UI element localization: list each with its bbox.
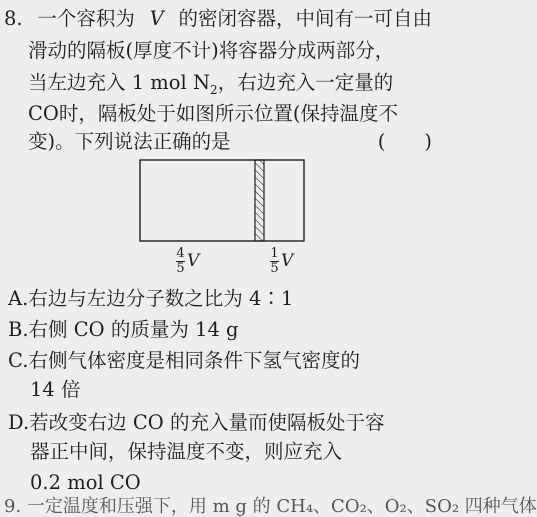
- next-question-cut-off: 9. 一定温度和压强下，用 m g 的 CH₄、CO₂、O₂、SO₂ 四种气体: [4, 496, 537, 517]
- question-stem-line-2: 滑动的隔板(厚度不计)将容器分成两部分，: [28, 39, 395, 62]
- right-volume-label: [270, 247, 293, 276]
- option-b-key: B.: [8, 318, 29, 341]
- sliding-partition: [255, 160, 264, 241]
- left-fraction-numerator: 4: [176, 246, 185, 261]
- n2-subscript: 2: [210, 82, 218, 97]
- left-volume-label: [176, 247, 199, 276]
- option-b: [8, 317, 239, 343]
- right-fraction-numerator: 1: [270, 246, 279, 261]
- left-fraction-denominator: 5: [176, 261, 185, 276]
- stem-text-5: 变)。下列说法正确的是: [28, 130, 231, 153]
- stem-text-3a: 当左边充入 1 mol N: [28, 71, 211, 94]
- option-d-continued: 器正中间，保持温度不变，则应充入: [30, 440, 343, 463]
- question-number: 8.: [4, 7, 23, 30]
- answer-blank: ( ): [377, 130, 432, 153]
- option-a-text: 右边与左边分子数之比为 4∶1: [28, 287, 294, 310]
- volume-variable: V: [149, 7, 164, 30]
- right-volume-variable: V: [281, 251, 294, 271]
- option-d-text: 若改变右边 CO 的充入量而使隔板处于容: [29, 411, 385, 434]
- right-fraction-denominator: 5: [270, 261, 279, 276]
- option-c-text: 右侧气体密度是相同条件下氢气密度的: [28, 349, 360, 372]
- option-a-key: A.: [8, 287, 29, 310]
- container-outline: [140, 160, 304, 241]
- question-stem-line-4: CO时，隔板处于如图所示位置(保持温度不: [28, 102, 399, 125]
- option-d: [8, 410, 384, 436]
- option-c-key: C.: [8, 349, 29, 372]
- option-d-key: D.: [8, 411, 30, 434]
- option-c-continued: 14 倍: [30, 378, 81, 401]
- stem-text-1a: 一个容积为: [37, 7, 135, 30]
- left-volume-variable: V: [187, 251, 200, 271]
- stem-text-3b: ，右边充入一定量的: [217, 71, 394, 94]
- option-d-continued-2: 0.2 mol CO: [30, 471, 141, 494]
- option-a: [8, 286, 293, 312]
- option-b-text: 右侧 CO 的质量为 14 g: [28, 318, 239, 341]
- stem-text-1b: 的密闭容器，中间有一可自由: [178, 7, 432, 30]
- option-c: [8, 348, 360, 374]
